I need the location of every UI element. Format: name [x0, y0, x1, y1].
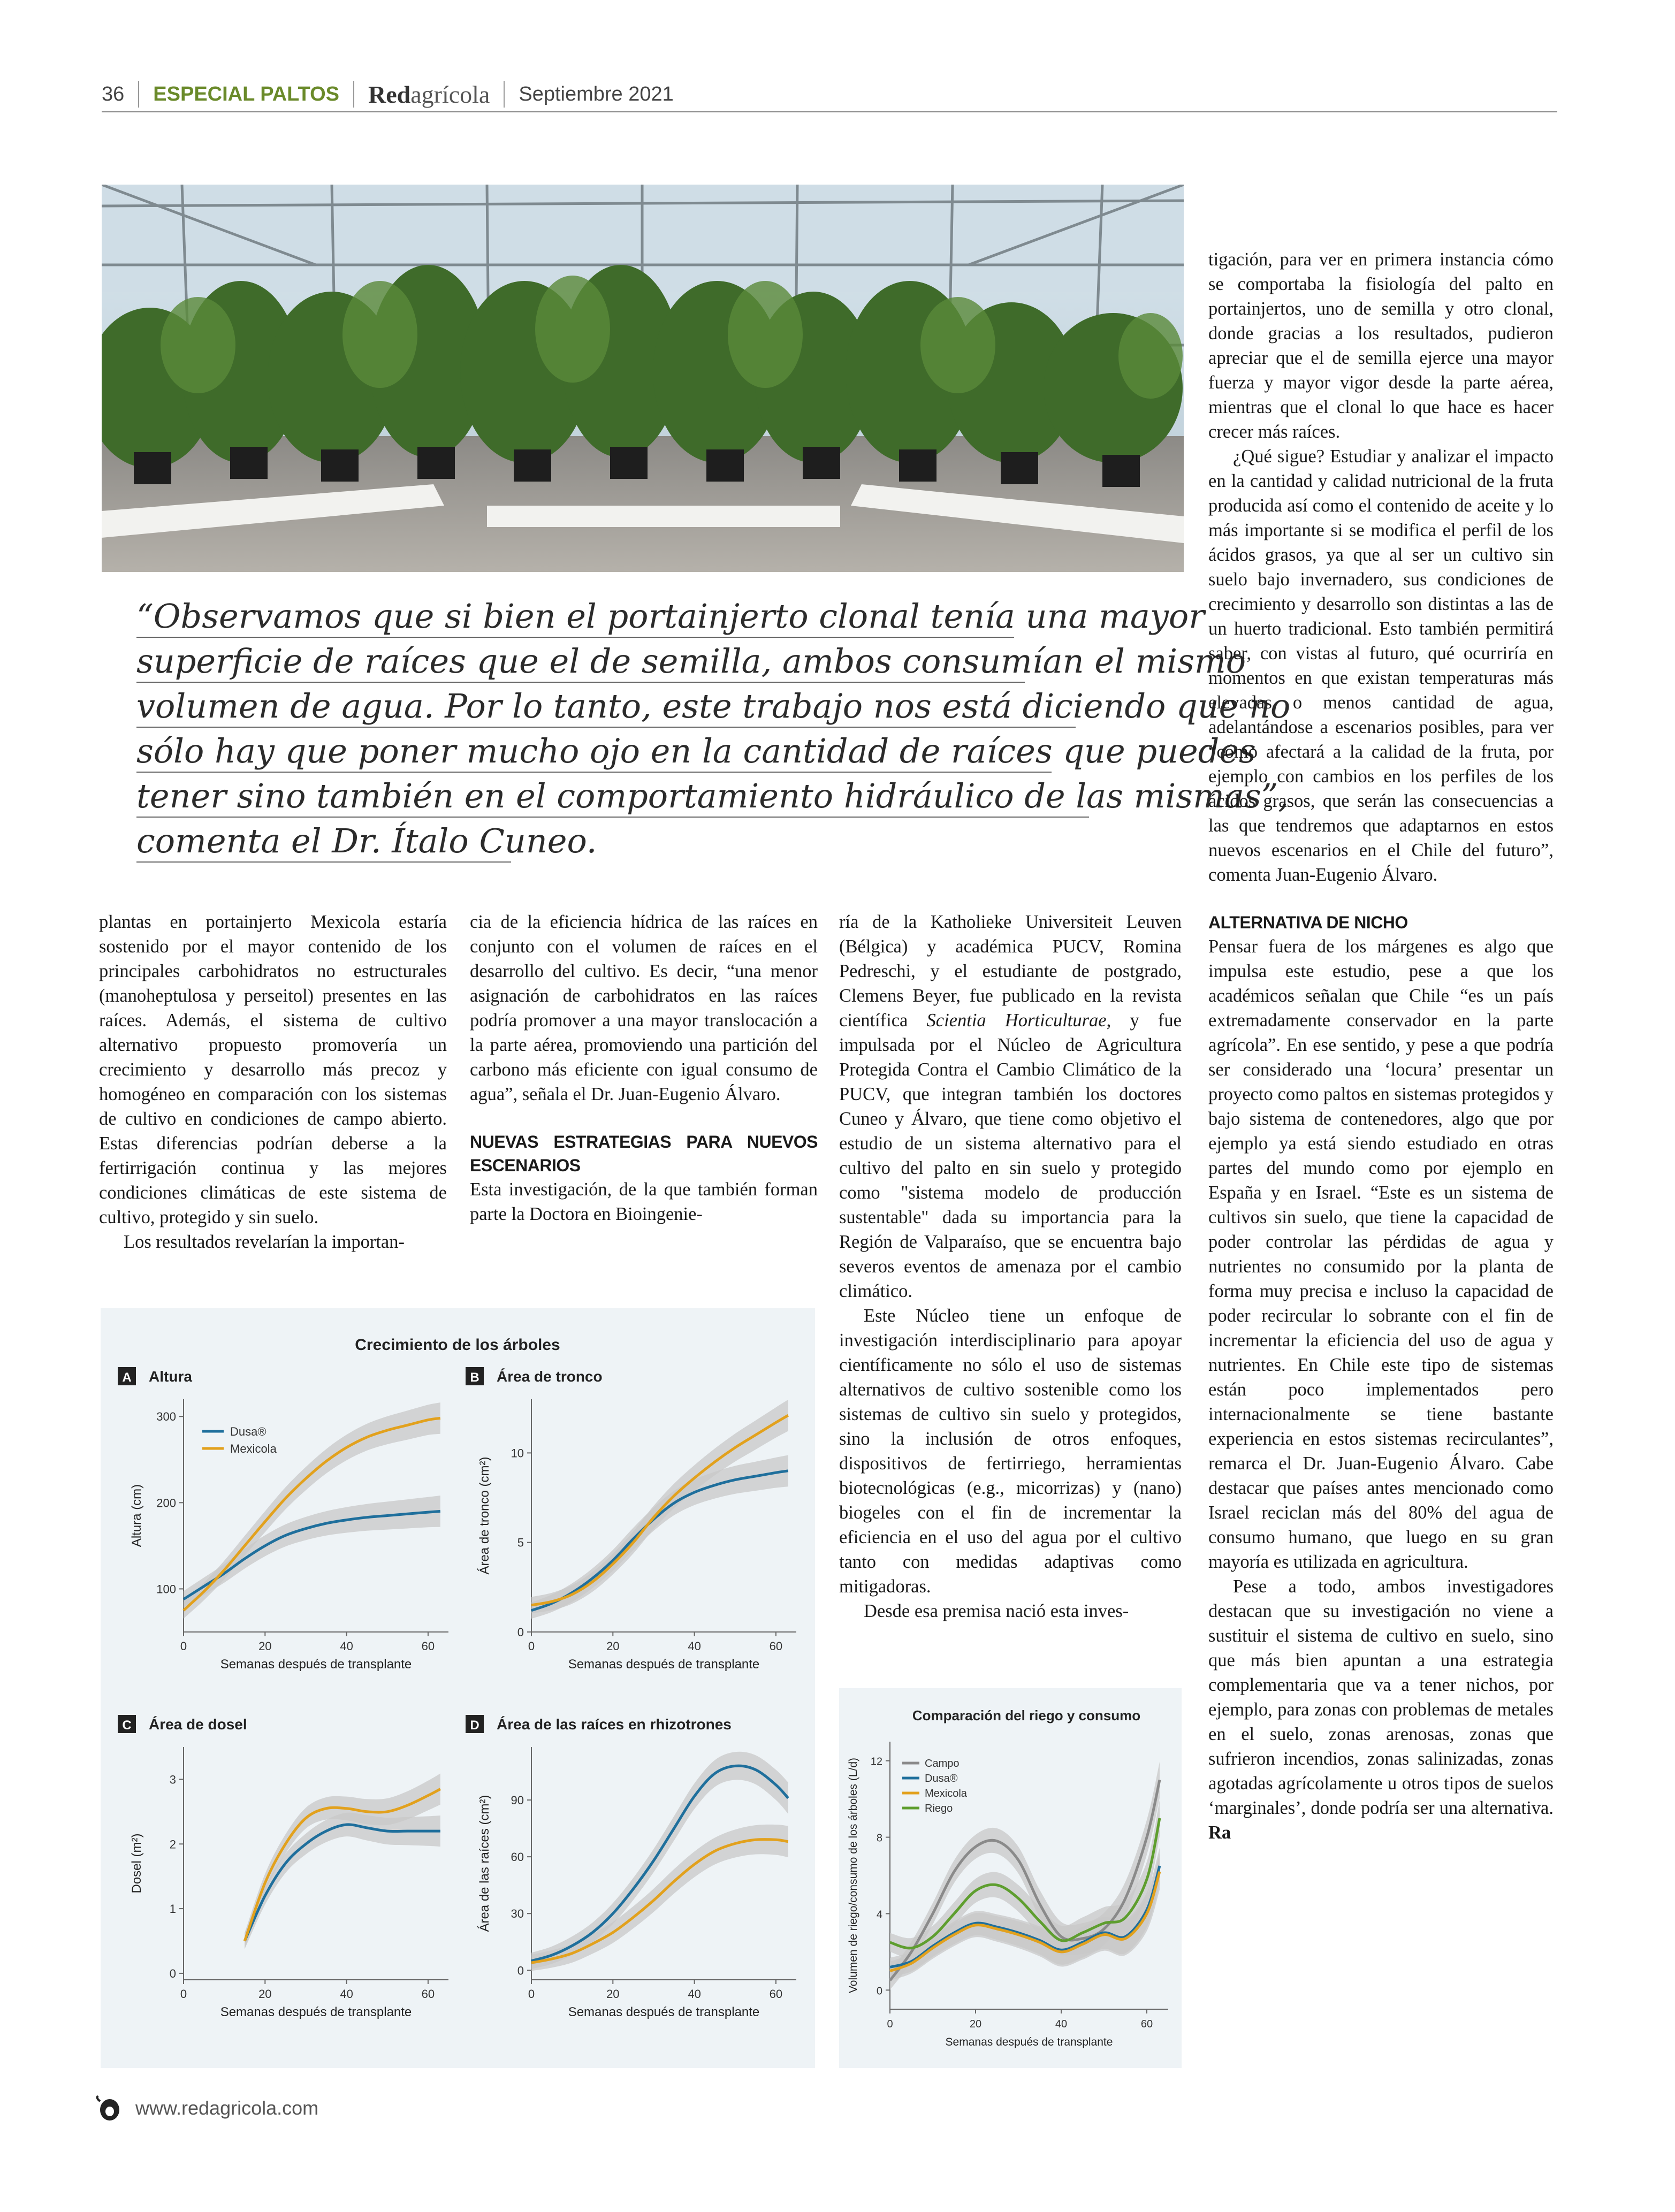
y-tick-label: 2 — [169, 1837, 176, 1851]
section-heading: NUEVAS ESTRATEGIAS PARA NUEVOS ESCENARIOS — [470, 1132, 818, 1175]
x-tick-label: 60 — [421, 1639, 435, 1653]
x-tick-label: 40 — [688, 1987, 701, 2001]
paragraph: Este Núcleo tiene un enfoque de investigación interdisciplinario para apoyar científicamente no sólo el uso de sistemas alternativos de cultivo sostenible como los sistemas de cultivo sin suelo y protegidos, sino la inclusión de otros enfoques, dispositivos de fertirriego, herramientas biotecnológicas (e.g., micorrizas) y (nano) biogeles con el fin de incrementar la eficiencia en el uso del agua por el cultivo tanto con medidas adaptivas como mitigadoras. — [839, 1306, 1182, 1597]
confidence-band — [531, 1400, 788, 1613]
article-column-3 — [839, 910, 1182, 1623]
page-number: 36 — [102, 82, 125, 105]
paragraph: Pese a todo, ambos investigadores destacan que su investigación no viene a sustituir el sistema de cultivo en suelo, sino que más bien apuntan a una estrategia complementaria que va a tener nichos, por ejemplo, para zonas con problemas de metales en el suelo, zonas arenosas, zonas que sufrieron incendios, zonas salinizadas, zonas agotadas agrícolamente u otros tipos de suelos ‘marginales’, donde podría ser una alternativa. Ra — [1208, 1576, 1554, 1843]
paragraph: ría de la Katholieke Universiteit Leuven (Bélgica) y académica PUCV, Romina Pedreschi, y el estudiante de postgrado, Clemens Beyer, fue publicado en la revista científica Scientia Horticulturae, y fue impulsada por el Núcleo de Agricultura Protegida Contra el Cambio Climático de la PUCV, que integran también los doctores Cuneo y Álvaro, que tiene como objetivo el estudio de un sistema alternativo para el cultivo del palto en sin suelo y protegido como "sistema modelo de producción sustentable" dada su importancia para la Región de Valparaíso, que se encuentra bajo severos eventos de amenaza por el cambio climático. — [839, 912, 1182, 1301]
legend-label: Mexicola — [925, 1788, 967, 1799]
pull-quote — [136, 594, 1291, 864]
signoff-mark: Ra — [1208, 1822, 1231, 1843]
pull-quote-line: volumen de agua. Por lo tanto, este trabajo nos está diciendo que no — [136, 684, 1116, 729]
page-footer — [94, 2095, 318, 2122]
x-tick-label: 60 — [421, 1987, 435, 2001]
panel-letter: D — [470, 1718, 479, 1733]
y-tick-label: 12 — [870, 1756, 882, 1768]
y-tick-label: 90 — [511, 1794, 524, 1807]
y-tick-label: 1 — [169, 1902, 176, 1916]
legend-label: Mexicola — [230, 1442, 277, 1455]
x-tick-label: 60 — [769, 1639, 783, 1653]
header-divider — [138, 81, 139, 108]
footer-url[interactable]: www.redagricola.com — [135, 2097, 319, 2119]
irrigation-chart — [839, 1688, 1182, 2068]
confidence-band — [531, 1752, 788, 1969]
panel-subtitle: Área de tronco — [497, 1368, 603, 1385]
page-header — [102, 78, 674, 110]
paragraph: cia de la eficiencia hídrica de las raíces en conjunto con el volumen de raíces en el desarrollo del cultivo. Es decir, “una menor asignación de carbohidratos en las raíces podría promover a una mayor translocación a la parte aérea, promoviendo una partición del carbono más eficiente con igual consumo de agua”, señala el Dr. Juan-Eugenio Álvaro. — [470, 912, 818, 1104]
x-axis-label: Semanas después de transplante — [220, 1657, 412, 1672]
x-axis-label: Semanas después de transplante — [568, 2005, 760, 2019]
y-tick-label: 5 — [517, 1536, 524, 1550]
x-tick-label: 0 — [180, 1987, 187, 2001]
x-tick-label: 0 — [528, 1639, 535, 1653]
header-divider — [504, 81, 505, 108]
x-tick-label: 0 — [528, 1987, 535, 2001]
y-tick-label: 3 — [169, 1773, 176, 1787]
y-axis-label: Volumen de riego/consumo de los árboles (L/d) — [847, 1757, 859, 1994]
x-tick-label: 60 — [769, 1987, 783, 2001]
y-tick-label: 60 — [511, 1850, 524, 1864]
chart-title: Comparación del riego y consumo — [912, 1707, 1141, 1723]
x-tick-label: 0 — [180, 1639, 187, 1653]
confidence-band — [184, 1496, 440, 1607]
growth-chart — [101, 1308, 815, 2068]
y-tick-label: 0 — [876, 1985, 882, 1997]
growth-chart-panel — [101, 1308, 815, 2068]
paragraph: ¿Qué sigue? Estudiar y analizar el impacto en la cantidad y calidad nutricional de la fruta producida así como el contenido de aceite y lo más importante si se modifica el perfil de los ácidos grasos, ya que al ser un cultivo sin suelo bajo invernadero, sus condiciones de crecimiento y desarrollo son distintas a las de un huerto tradicional. Esto también permitirá saber, con vistas al futuro, qué ocurriría en momentos en que existan temperaturas más elevadas o menos cantidad de agua, adelantándose a escenarios posibles, para ver “cómo afectará a la calidad de la fruta, por ejemplo con cambios en los perfiles de los ácidos grasos, que serán las consecuencias a las que tendremos que adaptarnos en estos nuevos escenarios en el Chile del futuro”, comenta Juan-Eugenio Álvaro. — [1208, 446, 1554, 885]
panel-letter: C — [122, 1718, 132, 1733]
article-column-2 — [470, 910, 818, 1226]
y-tick-label: 0 — [517, 1964, 524, 1978]
panel-letter: A — [122, 1370, 132, 1385]
chart-title: Crecimiento de los árboles — [355, 1336, 560, 1354]
x-tick-label: 40 — [1055, 2018, 1068, 2030]
panel-subtitle: Altura — [149, 1368, 192, 1385]
y-tick-label: 8 — [876, 1832, 882, 1844]
article-column-1 — [99, 910, 447, 1254]
header-divider — [353, 81, 354, 108]
x-tick-label: 40 — [340, 1639, 353, 1653]
y-tick-label: 200 — [156, 1496, 176, 1510]
series-line — [531, 1766, 788, 1961]
legend-label: Campo — [925, 1758, 960, 1769]
pull-quote-line: “Observamos que si bien el portainjerto clonal tenía una mayor — [136, 594, 1116, 639]
y-tick-label: 4 — [876, 1909, 882, 1921]
section-heading: ALTERNATIVA DE NICHO — [1208, 913, 1408, 932]
paragraph: Desde esa premisa nació esta inves- — [864, 1601, 1129, 1621]
y-axis-label: Altura (cm) — [130, 1484, 144, 1547]
x-axis-label: Semanas después de transplante — [220, 2005, 412, 2019]
y-axis-label: Área de tronco (cm²) — [477, 1456, 492, 1575]
irrigation-chart-panel — [839, 1688, 1182, 2068]
pull-quote-line: comenta el Dr. Ítalo Cuneo. — [136, 819, 1116, 864]
y-tick-label: 30 — [511, 1907, 524, 1921]
header-rule — [102, 111, 1557, 112]
section-title: ESPECIAL PALTOS — [153, 82, 339, 105]
paragraph: tigación, para ver en primera instancia cómo se comportaba la fisiología del palto en portainjertos, uno de semilla y otro clonal, donde gracias a los resultados, pudieron apreciar que el de semilla ejerce una mayor fuerza y mayor vigor desde la parte aérea, mientras que el clonal lo que hace es hacer crecer más raíces. — [1208, 249, 1554, 442]
x-tick-label: 20 — [606, 1987, 620, 2001]
paragraph: Los resultados revelarían la importan- — [124, 1232, 405, 1252]
pull-quote-line: tener sino también en el comportamiento hidráulico de las mismas”, — [136, 774, 1116, 819]
y-tick-label: 300 — [156, 1410, 176, 1424]
panel-subtitle: Área de dosel — [149, 1716, 247, 1733]
journal-name: Scientia Horticulturae — [926, 1010, 1107, 1031]
y-tick-label: 10 — [511, 1446, 524, 1460]
y-axis-label: Área de las raíces (cm²) — [477, 1795, 492, 1932]
paragraph: Pensar fuera de los márgenes es algo que impulsa este estudio, pese a que los académicos señalan que Chile “es un país extremadamente conservador en la parte agrícola”. En ese sentido, y pese a que podría ser considerado una ‘locura’ presentar un proyecto como paltos en sistemas protegidos y bajo sistema de contenedores, algo que por ejemplo ya está siendo estudiado en otras partes del mundo como por ejemplo en España y en Israel. “Este es un sistema de cultivos sin suelo, que tiene la capacidad de poder controlar las pérdidas de agua y nutrientes no consumido por la planta de forma muy precisa e incluso la capacidad de poder recircular lo sobrante con el fin de incrementar la eficiencia del uso de agua y nutrientes. En Chile este tipo de sistemas están poco implementados pero internacionalmente se tiene bastante experiencia en estos sistemas recirculantes”, remarca el Dr. Juan-Eugenio Álvaro. Cabe destacar que países antes mencionado como Israel reciclan más del 80% del agua de consumo humano, que luego en su gran mayoría es utilizada en agricultura. — [1208, 936, 1554, 1572]
x-tick-label: 20 — [258, 1987, 272, 2001]
x-tick-label: 40 — [688, 1639, 701, 1653]
brand-logo: Redagrícola — [368, 80, 490, 108]
issue-date: Septiembre 2021 — [519, 82, 674, 105]
avocado-logo-icon — [94, 2095, 126, 2122]
y-tick-label: 0 — [169, 1966, 176, 1980]
x-tick-label: 20 — [606, 1639, 620, 1653]
x-tick-label: 20 — [258, 1639, 272, 1653]
y-tick-label: 100 — [156, 1582, 176, 1596]
legend-label: Dusa® — [925, 1773, 958, 1784]
panel-letter: B — [470, 1370, 479, 1385]
y-axis-label: Dosel (m²) — [130, 1833, 144, 1894]
x-tick-label: 0 — [887, 2018, 893, 2030]
paragraph: plantas en portainjerto Mexicola estaría sostenido por el mayor contenido de los principales carbohidratos no estructurales (manoheptulosa y perseitol) presentes en las raíces. Además, el sistema de cultivo alternativo propuesto promovería un crecimiento y desarrollo más precoz y homogéneo en comparación con los sistemas de cultivo en condiciones de campo abierto. Estas diferencias podrían deberse a la fertirrigación continua y las mejores condiciones climáticas de este sistema de cultivo, protegido y sin suelo. — [99, 912, 447, 1227]
x-axis-label: Semanas después de transplante — [945, 2036, 1113, 2048]
legend-label: Dusa® — [230, 1425, 267, 1438]
pull-quote-line: sólo hay que poner mucho ojo en la cantidad de raíces que puedes — [136, 729, 1116, 774]
article-column-4 — [1208, 247, 1554, 1845]
panel-subtitle: Área de las raíces en rhizotrones — [497, 1716, 732, 1733]
greenhouse-photo — [102, 185, 1184, 572]
legend-label: Riego — [925, 1803, 953, 1814]
pull-quote-line: superficie de raíces que el de semilla, ambos consumían el mismo — [136, 639, 1116, 684]
x-axis-label: Semanas después de transplante — [568, 1657, 760, 1672]
x-tick-label: 40 — [340, 1987, 353, 2001]
paragraph: Esta investigación, de la que también forman parte la Doctora en Bioingenie- — [470, 1179, 818, 1224]
x-tick-label: 20 — [969, 2018, 982, 2030]
y-tick-label: 0 — [517, 1626, 524, 1639]
x-tick-label: 60 — [1140, 2018, 1153, 2030]
